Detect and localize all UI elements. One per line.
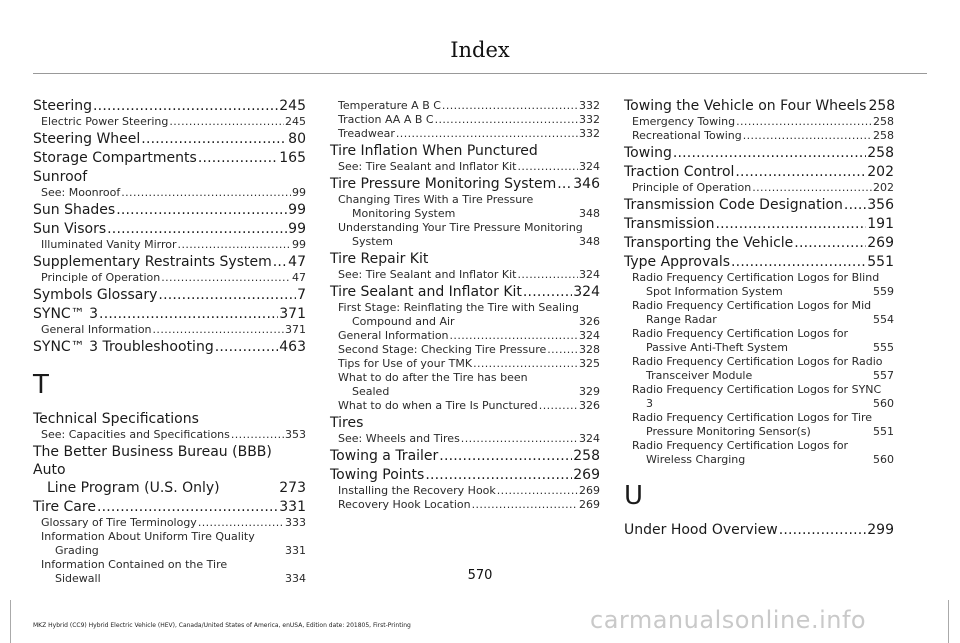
entry-text: The Better Business Bureau (BBB) Auto	[33, 444, 272, 478]
leader-dots	[539, 399, 578, 413]
index-subentry	[330, 160, 600, 174]
entry-text: Tips for Use of your TMK	[338, 357, 473, 370]
entry-text: Sidewall	[55, 572, 101, 585]
index-entry	[33, 130, 306, 148]
entry-text: Tire Care	[33, 499, 96, 515]
leader-dots	[153, 323, 284, 337]
entry-text: General Information	[41, 323, 152, 336]
entry-text: Steering Wheel	[33, 131, 141, 147]
section-letter-t: T	[33, 370, 49, 400]
leader-dots	[198, 149, 278, 167]
entry-text: Sun Visors	[33, 221, 107, 237]
entry-text: Type Approvals	[624, 254, 731, 270]
entry-text: Range Radar	[646, 313, 717, 326]
entry-page: 353	[285, 428, 306, 441]
entry-page: 348	[579, 235, 600, 248]
index-subentry	[624, 411, 894, 439]
entry-text: Information Contained on the Tire	[41, 558, 228, 571]
entry-text: Understanding Your Tire Pressure Monitoring	[338, 221, 583, 234]
index-subentry	[33, 530, 306, 558]
entry-text: Transmission	[624, 216, 715, 232]
leader-dots	[450, 329, 578, 343]
index-subentry	[624, 327, 894, 355]
leader-dots	[107, 220, 287, 238]
entry-page: 99	[292, 238, 306, 251]
index-entry	[33, 149, 306, 167]
entry-text: SYNC™ 3 Troubleshooting	[33, 339, 214, 355]
leader-dots	[273, 253, 287, 271]
entry-page: 326	[579, 399, 600, 412]
index-subentry	[330, 113, 600, 127]
index-entry	[33, 338, 306, 356]
index-heading: Tire Inflation When Punctured	[330, 143, 538, 159]
leader-dots	[731, 253, 866, 271]
index-entry	[624, 163, 894, 181]
entry-page: 7	[297, 287, 306, 303]
leader-dots	[396, 127, 578, 141]
leader-dots	[169, 115, 284, 129]
entry-page: 560	[873, 397, 894, 410]
index-entry	[33, 220, 306, 238]
index-entry	[330, 283, 600, 301]
leader-dots	[215, 338, 279, 356]
index-subentry	[330, 357, 600, 371]
index-entry	[624, 521, 894, 539]
entry-text: Radio Frequency Certification Logos for	[632, 327, 849, 340]
entry-page: 554	[873, 313, 894, 326]
leader-dots	[93, 97, 278, 115]
page-title: Index	[450, 38, 510, 62]
entry-text: Pressure Monitoring Sensor(s)	[646, 425, 811, 438]
leader-dots	[472, 498, 578, 512]
index-entry	[330, 466, 600, 484]
index-subentry	[330, 301, 600, 329]
entry-page: 463	[279, 339, 306, 355]
entry-text: Radio Frequency Certification Logos for Tire	[632, 411, 873, 424]
entry-page: 324	[579, 329, 600, 342]
entry-text: See: Tire Sealant and Inflator Kit	[338, 268, 517, 281]
leader-dots	[794, 234, 866, 252]
title-divider	[33, 73, 927, 74]
entry-page: 299	[867, 522, 894, 538]
leader-dots	[99, 305, 278, 323]
index-subentry	[624, 181, 894, 195]
leader-dots	[439, 447, 572, 465]
index-subentry	[33, 323, 306, 337]
entry-page: 324	[579, 160, 600, 173]
entry-text: Glossary of Tire Terminology	[41, 516, 197, 529]
leader-dots	[844, 196, 866, 214]
entry-text: Temperature A B C	[338, 99, 441, 112]
leader-dots	[736, 115, 872, 129]
entry-text: Traction AA A B C	[338, 113, 434, 126]
entry-text: Emergency Towing	[632, 115, 736, 128]
entry-page: 331	[285, 544, 306, 557]
entry-text: Second Stage: Checking Tire Pressure	[338, 343, 547, 356]
leader-dots	[178, 238, 291, 252]
crop-mark-right	[948, 600, 949, 643]
index-subentry	[33, 516, 306, 530]
leader-dots	[97, 498, 278, 516]
entry-text: General Information	[338, 329, 449, 342]
index-entry	[33, 201, 306, 219]
entry-page: 258	[873, 115, 894, 128]
leader-dots	[461, 432, 578, 446]
entry-text: Passive Anti-Theft System	[646, 341, 788, 354]
entry-page: 333	[285, 516, 306, 529]
entry-text: Principle of Operation	[41, 271, 161, 284]
entry-text: Sealed	[352, 385, 390, 398]
leader-dots	[231, 428, 284, 442]
entry-text: Recovery Hook Location	[338, 498, 471, 511]
index-subentry	[330, 329, 600, 343]
entry-text: Installing the Recovery Hook	[338, 484, 496, 497]
index-subentry	[624, 115, 894, 129]
index-subentry	[330, 498, 600, 512]
entry-text: SYNC™ 3	[33, 306, 99, 322]
index-heading: Sunroof	[33, 169, 88, 185]
index-column-1	[33, 96, 306, 586]
index-subentry	[330, 343, 600, 357]
entry-page: 371	[279, 306, 306, 322]
entry-page: 202	[867, 164, 894, 180]
entry-text: First Stage: Reinflating the Tire with Sealing	[338, 301, 579, 314]
entry-page: 191	[867, 216, 894, 232]
leader-dots	[518, 160, 579, 174]
leader-dots	[435, 113, 578, 127]
index-entry	[33, 443, 306, 497]
entry-page: 557	[873, 369, 894, 382]
entry-text: Illuminated Vanity Mirror	[41, 238, 177, 251]
entry-text: Steering	[33, 98, 93, 114]
index-subentry	[624, 383, 894, 411]
entry-page: 329	[579, 385, 600, 398]
leader-dots	[523, 283, 572, 301]
entry-text: Supplementary Restraints System	[33, 254, 272, 270]
entry-page: 331	[279, 499, 306, 515]
index-heading: Technical Specifications	[33, 411, 199, 427]
entry-text: Line Program (U.S. Only)	[47, 480, 220, 496]
index-subentry	[33, 238, 306, 252]
leader-dots	[557, 175, 572, 193]
index-subentry	[330, 193, 600, 221]
entry-page: 99	[288, 202, 306, 218]
index-subentry	[33, 271, 306, 285]
leader-dots	[425, 466, 572, 484]
index-entry	[624, 97, 894, 115]
index-entry	[330, 175, 600, 193]
entry-text: Information About Uniform Tire Quality	[41, 530, 255, 543]
entry-page: 559	[873, 285, 894, 298]
entry-page: 47	[288, 254, 306, 270]
entry-page: 324	[573, 284, 600, 300]
entry-text: Compound and Air	[352, 315, 455, 328]
index-entry	[624, 253, 894, 271]
entry-page: 258	[873, 129, 894, 142]
entry-text: Changing Tires With a Tire Pressure	[338, 193, 534, 206]
index-column-2	[330, 96, 600, 512]
entry-page: 165	[279, 150, 306, 166]
entry-text: Radio Frequency Certification Logos for Radio	[632, 355, 883, 368]
index-subentry	[330, 127, 600, 141]
index-subentry	[33, 428, 306, 442]
entry-page: 269	[573, 467, 600, 483]
entry-text: Towing a Trailer	[330, 448, 439, 464]
index-subentry	[330, 371, 600, 399]
index-subentry	[330, 432, 600, 446]
index-subentry	[624, 299, 894, 327]
page-number: 570	[467, 568, 493, 583]
entry-text: Treadwear	[338, 127, 395, 140]
entry-text: Transceiver Module	[646, 369, 753, 382]
entry-text: Wireless Charging	[646, 453, 746, 466]
entry-page: 258	[573, 448, 600, 464]
entry-text: See: Tire Sealant and Inflator Kit	[338, 160, 517, 173]
leader-dots	[442, 99, 578, 113]
leader-dots	[198, 516, 284, 530]
index-subentry	[330, 268, 600, 282]
entry-page: 325	[579, 357, 600, 370]
entry-text: See: Moonroof	[41, 186, 121, 199]
entry-text: Spot Information System	[646, 285, 783, 298]
index-subentry	[330, 99, 600, 113]
watermark: carmanualsonline.info	[590, 606, 867, 634]
entry-text: Storage Compartments	[33, 150, 197, 166]
entry-page: 348	[579, 207, 600, 220]
entry-page: 332	[579, 99, 600, 112]
entry-text: Electric Power Steering	[41, 115, 169, 128]
entry-text: Under Hood Overview	[624, 522, 778, 538]
entry-text: Monitoring System	[352, 207, 456, 220]
index-subentry	[330, 484, 600, 498]
index-subentry	[624, 439, 894, 467]
section-letter-u: U	[624, 481, 644, 511]
entry-page: 47	[292, 271, 306, 284]
index-subentry	[330, 221, 600, 249]
entry-page: 356	[867, 197, 894, 213]
entry-page: 269	[579, 498, 600, 511]
leader-dots	[735, 163, 866, 181]
entry-page: 324	[579, 432, 600, 445]
entry-text: Towing Points	[330, 467, 425, 483]
entry-text: Traction Control	[624, 164, 735, 180]
entry-page: 99	[292, 186, 306, 199]
entry-text: What to do after the Tire has been	[338, 371, 528, 384]
index-subentry	[624, 355, 894, 383]
entry-page: 551	[873, 425, 894, 438]
entry-page: 324	[579, 268, 600, 281]
entry-text: Recreational Towing	[632, 129, 742, 142]
entry-page: 346	[573, 176, 600, 192]
entry-text: See: Wheels and Tires	[338, 432, 460, 445]
crop-mark-left	[10, 600, 11, 643]
leader-dots	[715, 215, 866, 233]
entry-page: 269	[579, 484, 600, 497]
index-subentry	[330, 399, 600, 413]
entry-page: 555	[873, 341, 894, 354]
leader-dots	[158, 286, 296, 304]
index-entry	[33, 498, 306, 516]
entry-page: 560	[873, 453, 894, 466]
leader-dots	[161, 271, 291, 285]
entry-page: 258	[867, 145, 894, 161]
entry-page: 269	[867, 235, 894, 251]
entry-text: System	[352, 235, 394, 248]
entry-text: Radio Frequency Certification Logos for Mid	[632, 299, 872, 312]
entry-text: Symbols Glossary	[33, 287, 158, 303]
entry-page: 551	[867, 254, 894, 270]
entry-text: Grading	[55, 544, 99, 557]
entry-page: 326	[579, 315, 600, 328]
entry-text: Transporting the Vehicle	[624, 235, 794, 251]
entry-page: 371	[285, 323, 306, 336]
index-entry	[33, 286, 306, 304]
leader-dots	[752, 181, 872, 195]
entry-page: 80	[288, 131, 306, 147]
leader-dots	[116, 201, 287, 219]
entry-page: 258	[868, 98, 896, 114]
index-entry	[33, 253, 306, 271]
leader-dots	[141, 130, 287, 148]
entry-page: 332	[579, 113, 600, 126]
entry-text: Towing	[624, 145, 672, 161]
leader-dots	[673, 144, 866, 162]
index-entry	[624, 215, 894, 233]
index-column-3	[624, 96, 894, 539]
entry-page: 334	[285, 572, 306, 585]
entry-text: 3	[646, 397, 653, 410]
entry-page: 273	[279, 480, 306, 496]
index-heading: Tires	[330, 415, 364, 431]
entry-text: Radio Frequency Certification Logos for	[632, 439, 849, 452]
entry-text: Towing the Vehicle on Four Wheels	[624, 98, 867, 114]
leader-dots	[121, 186, 291, 200]
index-entry	[33, 305, 306, 323]
index-entry	[624, 234, 894, 252]
entry-page: 245	[285, 115, 306, 128]
index-subentry	[624, 271, 894, 299]
entry-page: 332	[579, 127, 600, 140]
entry-page: 99	[288, 221, 306, 237]
leader-dots	[779, 521, 867, 539]
entry-page: 328	[579, 343, 600, 356]
leader-dots	[473, 357, 578, 371]
entry-text: Radio Frequency Certification Logos for SYNC	[632, 383, 882, 396]
index-subentry	[33, 186, 306, 200]
entry-page: 245	[279, 98, 306, 114]
entry-text: Tire Sealant and Inflator Kit	[330, 284, 522, 300]
index-entry	[330, 447, 600, 465]
entry-page: 202	[873, 181, 894, 194]
footer-edition-text: MKZ Hybrid (CC9) Hybrid Electric Vehicle (HEV), Canada/United States of America, enUSA, Edition date: 201805, First-Printing	[33, 622, 411, 629]
entry-text: Tire Pressure Monitoring System	[330, 176, 557, 192]
leader-dots	[518, 268, 579, 282]
entry-text: Principle of Operation	[632, 181, 752, 194]
entry-text: See: Capacities and Specifications	[41, 428, 230, 441]
entry-text: What to do when a Tire Is Punctured	[338, 399, 538, 412]
leader-dots	[743, 129, 872, 143]
index-heading: Tire Repair Kit	[330, 251, 429, 267]
index-subentry	[624, 129, 894, 143]
entry-text: Radio Frequency Certification Logos for Blind	[632, 271, 880, 284]
leader-dots	[497, 484, 578, 498]
entry-text: Sun Shades	[33, 202, 116, 218]
index-entry	[624, 196, 894, 214]
entry-text: Transmission Code Designation	[624, 197, 843, 213]
index-entry	[33, 97, 306, 115]
index-subentry	[33, 115, 306, 129]
leader-dots	[547, 343, 578, 357]
index-entry	[624, 144, 894, 162]
